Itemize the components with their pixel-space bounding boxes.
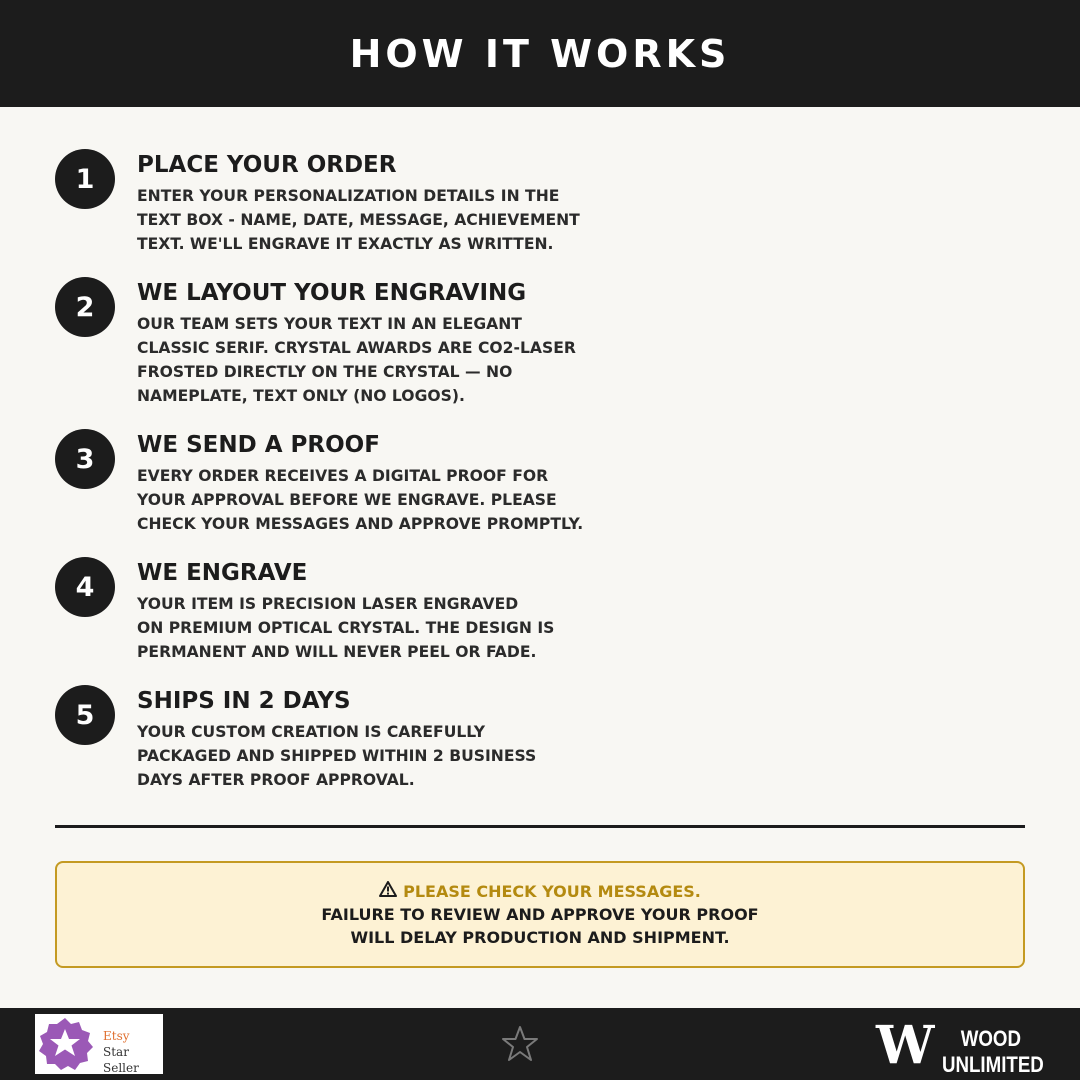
step-number-badge: 2 <box>55 277 115 337</box>
brand-name-line-2: UNLIMITED <box>942 1052 1044 1077</box>
star-outline-icon <box>500 1024 540 1064</box>
header-bar <box>0 0 1080 107</box>
step-title: SHIPS IN 2 DAYS <box>137 688 351 714</box>
section-divider <box>55 825 1025 828</box>
warning-notice <box>55 861 1025 968</box>
step-title: WE SEND A PROOF <box>137 432 380 458</box>
notice-line-2: WILL DELAY PRODUCTION AND SHIPMENT. <box>350 928 730 947</box>
notice-line-1: FAILURE TO REVIEW AND APPROVE YOUR PROOF <box>321 905 759 924</box>
notice-headline: PLEASE CHECK YOUR MESSAGES. <box>403 882 701 901</box>
footer-bar <box>0 1008 1080 1080</box>
etsy-star-seller-badge <box>35 1014 163 1074</box>
step-number-badge: 5 <box>55 685 115 745</box>
wood-unlimited-logo <box>876 1015 1056 1077</box>
step-item-5 <box>55 684 615 792</box>
badge-etsy-label: Etsy <box>103 1029 130 1043</box>
step-description: OUR TEAM SETS YOUR TEXT IN AN ELEGANT CLASSIC SERIF. CRYSTAL AWARDS ARE CO2-LASER FROSTED DIRECTLY ON THE CRYSTAL — NO NAMEPLATE, TEXT ONLY (NO LOGOS). <box>137 315 576 405</box>
step-item-4 <box>55 556 615 664</box>
step-number-badge: 1 <box>55 149 115 209</box>
warning-icon <box>379 880 397 903</box>
step-number-badge: 4 <box>55 557 115 617</box>
star-seller-icon <box>37 1016 93 1072</box>
step-number-badge: 3 <box>55 429 115 489</box>
notice-headline-row <box>379 880 701 903</box>
step-item-3 <box>55 428 615 536</box>
step-description: EVERY ORDER RECEIVES A DIGITAL PROOF FOR YOUR APPROVAL BEFORE WE ENGRAVE. PLEASE CHECK YOUR MESSAGES AND APPROVE PROMPTLY. <box>137 467 584 533</box>
step-description: ENTER YOUR PERSONALIZATION DETAILS IN THE TEXT BOX - NAME, DATE, MESSAGE, ACHIEVEMENT TEXT. WE'LL ENGRAVE IT EXACTLY AS WRITTEN. <box>137 187 580 253</box>
step-title: WE LAYOUT YOUR ENGRAVING <box>137 280 527 306</box>
step-title: PLACE YOUR ORDER <box>137 152 397 178</box>
badge-star-seller-label: Star Seller <box>103 1045 139 1075</box>
step-title: WE ENGRAVE <box>137 560 308 586</box>
page-title: HOW IT WORKS <box>349 31 731 76</box>
brand-mark: W <box>876 1015 935 1076</box>
steps-list <box>55 148 615 812</box>
step-description: YOUR ITEM IS PRECISION LASER ENGRAVED ON PREMIUM OPTICAL CRYSTAL. THE DESIGN IS PERMANENT AND WILL NEVER PEEL OR FADE. <box>137 595 555 661</box>
step-description: YOUR CUSTOM CREATION IS CAREFULLY PACKAGED AND SHIPPED WITHIN 2 BUSINESS DAYS AFTER PROOF APPROVAL. <box>137 723 537 789</box>
step-item-1 <box>55 148 615 256</box>
step-item-2 <box>55 276 615 408</box>
brand-name-line-1: WOOD <box>960 1026 1021 1051</box>
